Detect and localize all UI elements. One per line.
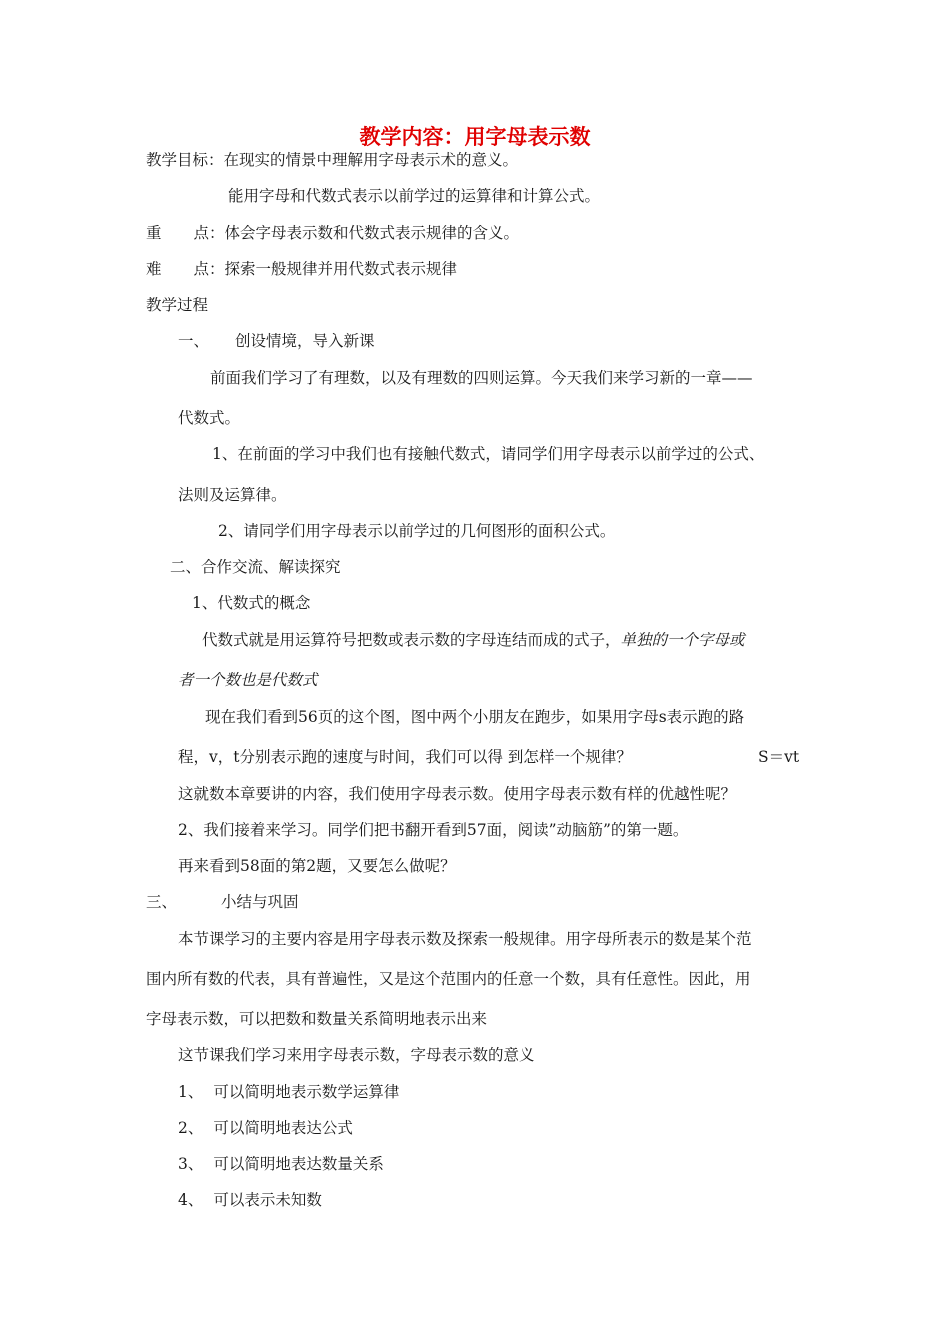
list-item bbox=[178, 1154, 384, 1174]
list-item-number: 4、 bbox=[178, 1191, 204, 1209]
section2-para4: 再来看到58面的第2题，又要怎么做呢？ bbox=[178, 857, 456, 875]
difficulty-text: 探索一般规律并用代数式表示规律 bbox=[224, 260, 458, 278]
section3-summary: 这节课我们学习来用字母表示数，字母表示数的意义 bbox=[178, 1046, 535, 1064]
list-item-text: 可以简明地表达公式 bbox=[213, 1119, 353, 1137]
objectives-line-2: 能用字母和代数式表示以前学过的运算律和计算公式。 bbox=[228, 187, 601, 205]
section1-item1-a: 1、在前面的学习中我们也有接触代数式，请同学们用字母表示以前学过的公式、 bbox=[212, 445, 765, 463]
process-heading: 教学过程 bbox=[146, 296, 209, 314]
section2-para2: 这就数本章要讲的内容，我们使用字母表示数。使用字母表示数有样的优越性呢？ bbox=[178, 785, 737, 803]
section2-para3: 2、我们接着来学习。同学们把书翻开看到57面，阅读”动脑筋”的第一题。 bbox=[178, 821, 689, 839]
list-item-number: 3、 bbox=[178, 1155, 204, 1173]
definition-italic-b: 者一个数也是代数式 bbox=[178, 671, 318, 689]
difficulty-char2: 点： bbox=[193, 260, 225, 278]
definition-text: 代数式就是用运算符号把数或表示数的字母连结而成的式子， bbox=[202, 631, 621, 649]
list-item-text: 可以简明地表示数学运算律 bbox=[213, 1083, 400, 1101]
section2-para1-b: 程，v，t分别表示跑的速度与时间，我们可以得 到怎样一个规律？ bbox=[178, 748, 632, 766]
key-point-text: 体会字母表示数和代数式表示规律的含义。 bbox=[224, 224, 520, 242]
list-item bbox=[178, 1118, 353, 1138]
key-point-char1: 重 bbox=[146, 224, 162, 242]
section1-para1-a: 前面我们学习了有理数，以及有理数的四则运算。今天我们来学习新的一章—— bbox=[210, 369, 753, 387]
definition-line-a bbox=[202, 630, 745, 650]
objectives-label: 教学目标： bbox=[146, 151, 224, 169]
section3-heading bbox=[146, 892, 299, 912]
list-item-number: 1、 bbox=[178, 1083, 204, 1101]
section3-para-b: 围内所有数的代表，具有普遍性，又是这个范围内的任意一个数，具有任意性。因此，用 bbox=[146, 970, 751, 988]
difficulty-line bbox=[146, 259, 457, 279]
difficulty-char1: 难 bbox=[146, 260, 162, 278]
list-item-text: 可以简明地表达数量关系 bbox=[213, 1155, 384, 1173]
section1-para1-b: 代数式。 bbox=[178, 409, 241, 427]
definition-italic-a: 单独的一个字母或 bbox=[620, 631, 745, 649]
objectives-line-1 bbox=[146, 150, 518, 170]
list-item-number: 2、 bbox=[178, 1119, 204, 1137]
section3-para-a: 本节课学习的主要内容是用字母表示数及探索一般规律。用字母所表示的数是某个范 bbox=[178, 930, 752, 948]
key-point-char2: 点： bbox=[193, 224, 225, 242]
list-item bbox=[178, 1190, 322, 1210]
section1-number: 一、 bbox=[178, 332, 210, 350]
section1-title: 创设情境，导入新课 bbox=[235, 332, 375, 350]
formula: S＝vt bbox=[758, 748, 800, 766]
section3-number: 三、 bbox=[146, 893, 178, 911]
section1-item1-b: 法则及运算律。 bbox=[178, 486, 287, 504]
section2-para1-a: 现在我们看到56页的这个图，图中两个小朋友在跑步，如果用字母s表示跑的路 bbox=[205, 708, 745, 726]
objectives-text-1: 在现实的情景中理解用字母表示术的意义。 bbox=[223, 151, 519, 169]
document-title: 教学内容：用字母表示数 bbox=[359, 125, 591, 149]
list-item bbox=[178, 1082, 399, 1102]
key-point-line bbox=[146, 223, 519, 243]
section2-sub1: 1、代数式的概念 bbox=[192, 594, 311, 612]
section2-heading: 二、合作交流、解读探究 bbox=[170, 558, 341, 576]
list-item-text: 可以表示未知数 bbox=[213, 1191, 322, 1209]
section1-heading bbox=[178, 331, 375, 351]
section1-item2: 2、请同学们用字母表示以前学过的几何图形的面积公式。 bbox=[218, 522, 616, 540]
section3-para-c: 字母表示数，可以把数和数量关系简明地表示出来 bbox=[146, 1010, 488, 1028]
section3-title: 小结与巩固 bbox=[221, 893, 299, 911]
